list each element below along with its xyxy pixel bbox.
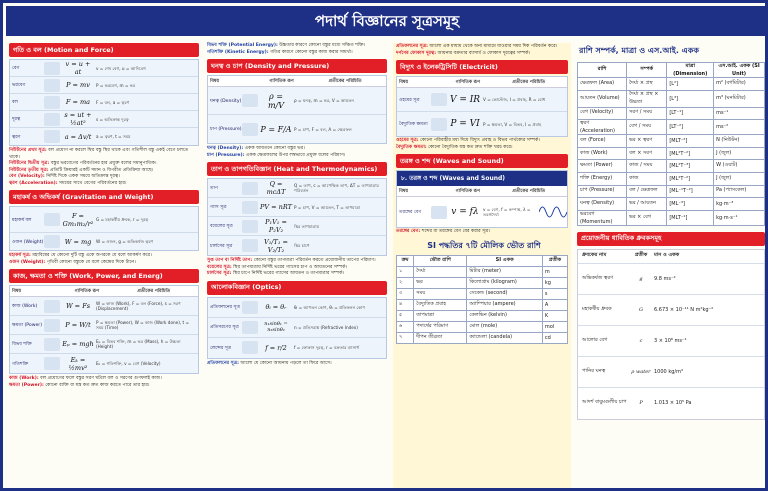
waves-notes: তরঙ্গের বেগ: শব্দের বা তরঙ্গের বেগ বের করার সূত্র। xyxy=(396,229,491,234)
density-formula-box xyxy=(207,75,387,144)
bulb-icon xyxy=(431,118,447,131)
table-row: বল (Force) ভর × ত্বরণ [MLT⁻²] N (নিউটন) xyxy=(578,135,765,148)
illustration-icon xyxy=(44,79,60,92)
formula-row: প্রতিসরণের সূত্র n₁sinθ₁ = n₂sinθ₂ n = প্রতিসরাঙ্ক (Refractive Index) xyxy=(208,318,386,338)
formula-row: চার্লসের সূত্র V₁/T₁ = V₂/T₂ স্থির চাপে xyxy=(210,237,310,254)
formula-row: তরঙ্গের বেগ v = fλ v = বেগ, f = কম্পাঙ্ক, λ = তরঙ্গদৈর্ঘ্য xyxy=(397,197,567,227)
work-table-header: বিষয় গাণিতিক রূপ প্রতীকের পরিচিতি xyxy=(10,286,198,297)
motion-section-title: গতি ও বল (Motion and Force) xyxy=(9,43,199,57)
work-notes: কাজ (Work): বল প্রয়োগের ফলে বস্তুর সরণ ঘটলে বল ও সরণের গুণফলই কাজ। ক্ষমতা (Power): কোনো ব্যক্তি বা যন্ত্র কত দ্রুত কাজ করতে পারে তার হার। xyxy=(9,376,162,388)
constant-row: আদর্শ বায়ুমণ্ডলীয় চাপ P 1.013 × 10⁵ Pa xyxy=(582,399,692,407)
cube-icon xyxy=(242,94,258,107)
formula-row: বল F = ma F = বল, a = ত্বরণ xyxy=(10,94,198,111)
illustration-icon xyxy=(44,130,60,143)
table-row: ৫ তাপমাত্রা কেলভিন (kelvin) K xyxy=(397,310,568,321)
illustration-icon xyxy=(44,319,60,332)
illustration-icon xyxy=(44,338,60,351)
formula-row: বেগ v = u + at v = শেষ বেগ, u = আদিবেগ xyxy=(10,60,198,77)
constant-row: মহাকর্ষীয় ধ্রুবক G 6.673 × 10⁻¹¹ N m²kg⁻² xyxy=(578,295,764,326)
balloon-icon xyxy=(242,239,258,252)
constants-box xyxy=(577,249,765,420)
circuit-icon xyxy=(431,93,447,106)
formula-row: ত্বরণ a = Δv/t a = ত্বরণ, t = সময় xyxy=(10,128,198,145)
formula-row: ওজন (Weight) W = mg W = ওজন, g = অভিকর্ষজ ত্বরণ xyxy=(10,233,198,250)
table-row: কাজ (Work) বল × সরণ [ML²T⁻²] J (জুল) xyxy=(578,147,765,160)
column-1 xyxy=(9,43,199,389)
formula-row: বয়েলের সূত্র P₁V₁ = P₂V₂ স্থির তাপমাত্রায় xyxy=(208,217,386,236)
formula-row: চাপ (Pressure) P = F/A P = চাপ, F = বল, A = ক্ষেত্রফল xyxy=(210,124,352,134)
formula-row: বিভব শক্তি Eₚ = mgh Eₚ = বিভব শক্তি, m = ভর (Mass), h = উচ্চতা (Height) xyxy=(10,335,198,354)
table-row: ৬ পদার্থের পরিমাণ মোল (mole) mol xyxy=(397,321,568,332)
formula-row: ক্ষমতা (Power) P = W/t P = ক্ষমতা (Power), W = কাজ (Work done), t = সময় (Time) xyxy=(10,316,198,335)
pressure-icon xyxy=(242,123,258,136)
formula-row: তাপ Q = mcΔT Q = তাপ, c = আপেক্ষিক তাপ, ΔT = তাপমাত্রার পরিবর্তন xyxy=(208,179,386,198)
electricity-table-header: বিষয় গাণিতিক রূপ প্রতীকের পরিচিতি xyxy=(397,77,567,88)
quantities-table-title: রাশি সম্পর্ক, মাত্রা ও এস.আই. একক xyxy=(579,46,699,55)
heat-section-title: তাপ ও তাপগতিবিজ্ঞান (Heat and Thermodynamics) xyxy=(207,162,387,176)
table-row: ঘনত্ব (Density) ভর / আয়তন [ML⁻³] kg·m⁻³ xyxy=(578,198,765,211)
table-row: ৪ বৈদ্যুতিক প্রবাহ অ্যাম্পিয়ার (ampere) A xyxy=(397,299,568,310)
gas-cylinder-icon xyxy=(242,201,258,214)
illustration-icon xyxy=(44,357,60,370)
formula-row: কাজ (Work) W = Fs W = কাজ (Work), F = বল (Force), s = সরণ (Displacement) xyxy=(10,297,198,316)
work-formula-box xyxy=(9,285,199,374)
wave-graph-icon xyxy=(539,202,567,222)
density-section-title: ঘনত্ব ও চাপ (Density and Pressure) xyxy=(207,59,387,73)
electricity-section-title: বিদ্যুৎ ও ইলেকট্রিসিটি (Electricit) xyxy=(396,60,568,74)
formula-row: ভরবেগ P = mv P = ভরবেগ, m = ভর xyxy=(10,77,198,94)
formula-row: দূরত্ব s = ut + ½at² s = অতিক্রান্ত দূরত্ব xyxy=(10,111,198,128)
table-row: শক্তি (Energy) কাজ [ML²T⁻²] J (জুল) xyxy=(578,172,765,185)
gravity-notes: মহাকর্ষ সূত্র: মহাবিশ্বের যে কোনো দুটি বস্তু একে অপরকে যে বলে আকর্ষণ করে। ওজন (Weight): পৃথিবী কোনো বস্তুকে যে বলে কেন্দ্রের দিকে টানে। xyxy=(9,253,152,265)
waves-formula-box xyxy=(396,170,568,228)
sound-wave-icon xyxy=(431,206,447,219)
mirror-icon xyxy=(242,301,258,314)
density-notes: ঘনত্ব (Density): একক আয়তনে কোনো বস্তুর ভর। চাপ (Pressure): একক ক্ষেত্রফলের উপর লম্বভাবে প্রযুক্ত বলের পরিমাণ। xyxy=(207,146,346,158)
formula-row: লেন্সের সূত্র f = r/2 f = ফোকাস দূরত্ব, r = বক্রতার ব্যাসার্ধ xyxy=(208,338,386,358)
lens-icon xyxy=(242,341,258,354)
table-row: ২ ভর কিলোগ্রাম (kilogram) kg xyxy=(397,277,568,288)
illustration-icon xyxy=(44,62,60,75)
flame-icon xyxy=(242,182,258,195)
density-table-header: বিষয় গাণিতিক রূপ প্রতীকের পরিচিতি xyxy=(208,76,386,87)
formula-row: বৈদ্যুতিক ক্ষমতা P = VI P = ক্ষমতা, V = বিভব, I = প্রবাহ xyxy=(399,119,542,129)
gravity-section-title: মহাকর্ষ ও অভিকর্ষ (Gravitation and Weight) xyxy=(9,190,199,204)
formula-row: গ্যাস সূত্র PV = nRT P = চাপ, V = আয়তন, T = তাপমাত্রা xyxy=(208,198,386,217)
table-row: আয়তন (Volume) দৈর্ঘ্য × প্রস্থ × উচ্চতা [L³] m³ (ঘনমিটার) xyxy=(578,90,765,107)
motion-notes: নিউটনের প্রথম সূত্র: বল প্রয়োগ না করলে স্থির বস্তু স্থির থাকে এবং গতিশীল বস্তু একই বেগে চলতে থাকে। নিউটনের দ্বিতীয় সূত্র: বস্তুর ভরবেগের পরিবর্তনের হার প্রযুক্ত বলের সমানুপাতিক। নিউটনের তৃতীয় সূত্র: প্রতিটি ক্রিয়ারই একটি সমান ও বিপরীত প্রতিক্রিয়া আছে। বেগ (Velocity): নির্দিষ্ট দিকে একক সময়ে অতিক্রান্ত দূরত্ব। ত্বরণ (Acceleration): সময়ের সাথে বেগের পরিবর্তনের হার। xyxy=(9,148,189,186)
waves-subtitle: ৮. তরঙ্গ ও শব্দ (Waves and Sound) xyxy=(397,171,567,186)
formula-row: মহাকর্ষ বল F = Gm₁m₂/r² G = মহাকর্ষীয় ধ্রুবক, r = দূরত্ব xyxy=(10,207,198,233)
illustration-icon xyxy=(44,300,60,313)
top-notes: প্রতিফলনের সূত্র: আলো এক মাধ্যম থেকে অন্য মাধ্যমে যাওয়ার সময় দিক পরিবর্তন করে। দর্পণের ফোকাস দূরত্ব: আয়নার বক্রতার ব্যাসার্ধ ও ফোকাস দূরত্বের সম্পর্ক। xyxy=(396,44,558,56)
formula-row: গতিশক্তি Eₖ = ½mv² Eₖ = গতিশক্তি, v = বেগ (Velocity) xyxy=(12,355,161,372)
energy-notes: বিভব শক্তি (Potential Energy): উচ্চতার কারণে কোনো বস্তুর মধ্যে সঞ্চিত শক্তি। গতিশক্তি (Kinetic Energy): গতির কারণে কোনো বস্তুর কাজ করার সামর্থ্য। xyxy=(207,43,366,55)
prism-icon xyxy=(242,321,258,334)
electricity-notes: ওহমের সূত্র: কোনো পরিবাহীর মধ্য দিয়ে বিদ্যুৎ প্রবাহ ও বিভব পার্থক্যের সম্পর্ক। বৈদ্যুতিক ক্ষমতা: কোনো বৈদ্যুতিক যন্ত্র কত দ্রুত শক্তি খরচ করে। xyxy=(396,138,540,150)
table-row: ভরবেগ (Momentum) ভর × বেগ [MLT⁻¹] kg·m·s⁻¹ xyxy=(578,210,765,225)
waves-section-title: তরঙ্গ ও শব্দ (Waves and Sound) xyxy=(396,154,568,168)
si-table-wrap xyxy=(393,253,571,344)
illustration-icon xyxy=(44,113,60,126)
column-4 xyxy=(577,43,765,420)
illustration-icon xyxy=(44,96,60,109)
gravity-formula-box xyxy=(9,206,199,251)
motion-formula-box xyxy=(9,59,199,146)
table-row: ক্ষেত্রফল (Area) দৈর্ঘ্য × প্রস্থ [L²] m² (বর্গমিটার) xyxy=(578,78,765,91)
table-row: ৩ সময় সেকেন্ড (second) s xyxy=(397,288,568,299)
table-header-row: রাশি সম্পর্ক মাত্রা (Dimension) এস.আই. একক (SI Unit) xyxy=(578,63,765,78)
table-row: ত্বরণ (Acceleration) বেগ / সময় [LT⁻²] ms⁻² xyxy=(578,120,765,135)
column-2 xyxy=(207,43,387,367)
quantities-table xyxy=(577,62,765,226)
formula-row: ওহমের সূত্র V = IR V = ভোল্টেজ, I = প্রবাহ, R = রোধ xyxy=(397,88,567,112)
waves-table-header: বিষয় গাণিতিক রূপ প্রতীকের পরিচিতি xyxy=(397,186,567,197)
electricity-formula-box xyxy=(396,76,568,137)
table-header-row: ক্রম ভৌত রাশি SI একক প্রতীক xyxy=(397,255,568,266)
table-row: ক্ষমতা (Power) কাজ / সময় [ML²T⁻³] W (ওয়াট) xyxy=(578,160,765,173)
optics-section-title: আলোকবিজ্ঞান (Optics) xyxy=(207,281,387,295)
formula-row: প্রতিফলনের সূত্র θᵢ = θᵣ θᵢ = আপতন কোণ, θᵣ = প্রতিফলন কোণ xyxy=(208,298,386,318)
table-row: ১ দৈর্ঘ্য মিটার (meter) m xyxy=(397,266,568,277)
work-section-title: কাজ, ক্ষমতা ও শক্তি (Work, Power, and Energ) xyxy=(9,269,199,283)
poster-title: পদার্থ বিজ্ঞানের সূত্রসমূহ xyxy=(6,6,768,36)
weight-icon xyxy=(44,235,60,248)
heat-formula-box xyxy=(207,178,387,256)
piston-icon xyxy=(242,220,258,233)
constant-row: আলোর বেগ c 3 × 10⁸ ms⁻¹ xyxy=(578,326,764,357)
constants-section-title: প্রয়োজনীয় ধাবিতিক ধ্রুবকসমূহ xyxy=(577,232,765,246)
si-table xyxy=(396,255,568,344)
table-row: চাপ (Pressure) বল / ক্ষেত্রফল [ML⁻¹T⁻²] Pa (প্যাসকেল) xyxy=(578,185,765,198)
table-row: বেগ (Velocity) সরণ / সময় [LT⁻¹] ms⁻¹ xyxy=(578,107,765,120)
optics-notes: প্রতিফলনের সূত্র: আলো যে কোনো আয়নায় পড়লে তা ফিরে আসে। xyxy=(207,360,332,366)
formula-row: ঘনত্ব (Density) ρ = m/V ρ = ঘনত্ব, m = ভর, V = আয়তন xyxy=(208,87,386,115)
si-table-title: SI পদ্ধতির ৭টি মৌলিক ভৌত রাশি xyxy=(427,240,541,250)
constant-row: অভিকর্ষজ ত্বরণ g 9.8 ms⁻² xyxy=(578,264,764,295)
constant-row: পানির ঘনত্ব ρ water 1000 kg/m³ xyxy=(578,357,764,388)
constants-header: ধ্রুবকের নাম প্রতীক মান ও একক xyxy=(578,250,764,264)
optics-formula-box xyxy=(207,297,387,359)
table-row: ৭ দীপন তীব্রতা ক্যান্ডেলা (candela) cd xyxy=(397,332,568,343)
heat-notes: সুপ্ত তাপ বা নির্দিষ্ট তাপ: কোনো বস্তুর তাপমাত্রা পরিবর্তন করতে প্রয়োজনীয় তাপের পরিমাণ। বয়েলের সূত্র: স্থির তাপমাত্রায় নির্দিষ্ট ভরের গ্যাসের চাপ ও আয়তনের সম্পর্ক। চার্লসের সূত্র: স্থির চাপে নির্দিষ্ট ভরের গ্যাসের আয়তন ও তাপমাত্রার সম্পর্ক। xyxy=(207,258,376,276)
earth-icon xyxy=(44,213,60,226)
column-3 xyxy=(393,43,571,488)
